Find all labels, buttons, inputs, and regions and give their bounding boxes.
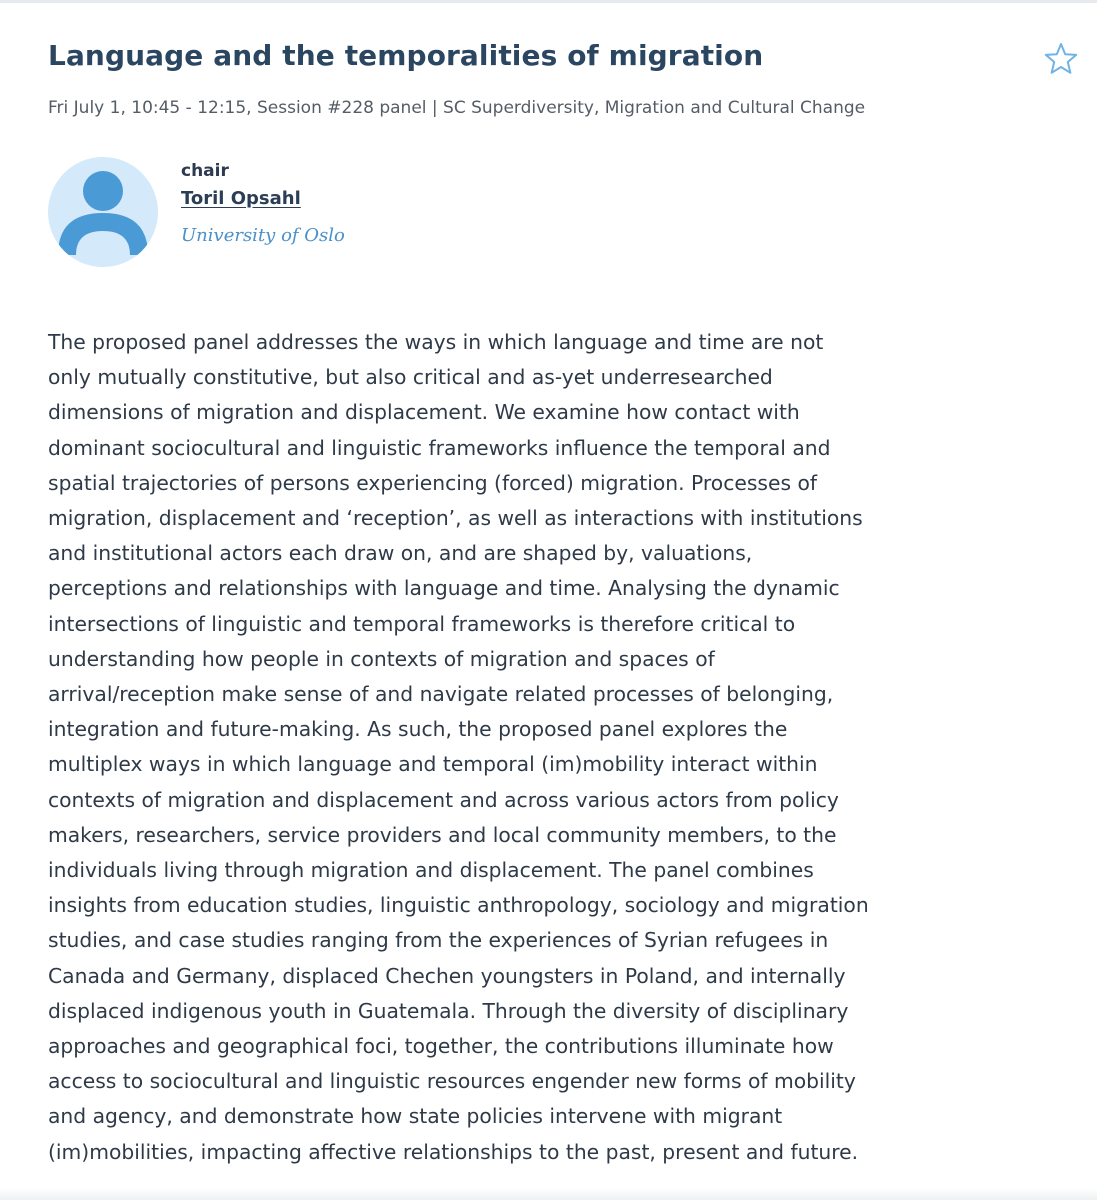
chair-affiliation: University of Oslo	[181, 225, 345, 246]
top-border	[0, 0, 1097, 3]
page-title: Language and the temporalities of migration	[48, 39, 764, 72]
chair-role-label: chair	[181, 161, 229, 181]
session-meta: Fri July 1, 10:45 - 12:15, Session #228 panel | SC Superdiversity, Migration and Cultural Change	[48, 98, 866, 118]
star-icon[interactable]	[1043, 41, 1079, 77]
user-avatar-icon	[48, 157, 158, 267]
bottom-edge	[0, 1188, 1097, 1200]
chair-name-link[interactable]: Toril Opsahl	[181, 188, 301, 209]
abstract-text: The proposed panel addresses the ways in which language and time are not only mutually constitutive, but also critical and as-yet underresearched dimensions of migration and displacement. We examine how contact with dominant sociocultural and linguistic frameworks influence the temporal and spatial trajectories of persons experiencing (forced) migration. Processes of migration, displacement and ‘reception’, as well as interactions with institutions and institutional actors each draw on, and are shaped by, valuations, perceptions and relationships with language and time. Analysing the dynamic intersections of linguistic and temporal frameworks is therefore critical to understanding how people in contexts of migration and spaces of arrival/reception make sense of and navigate related processes of belonging, integration and future-making. As such, the proposed panel explores the multiplex ways in which language and temporal (im)mobility interact within contexts of migration and displacement and across various actors from policy makers, researchers, service providers and local community members, to the individuals living through migration and displacement. The panel combines insights from education studies, linguistic anthropology, sociology and migration studies, and case studies ranging from the experiences of Syrian refugees in Canada and Germany, displaced Chechen youngsters in Poland, and internally displaced indigenous youth in Guatemala. Through the diversity of disciplinary approaches and geographical foci, together, the contributions illuminate how access to sociocultural and linguistic resources engender new forms of mobility and agency, and demonstrate how state policies intervene with migrant (im)mobilities, impacting affective relationships to the past, present and future.	[48, 330, 869, 1164]
